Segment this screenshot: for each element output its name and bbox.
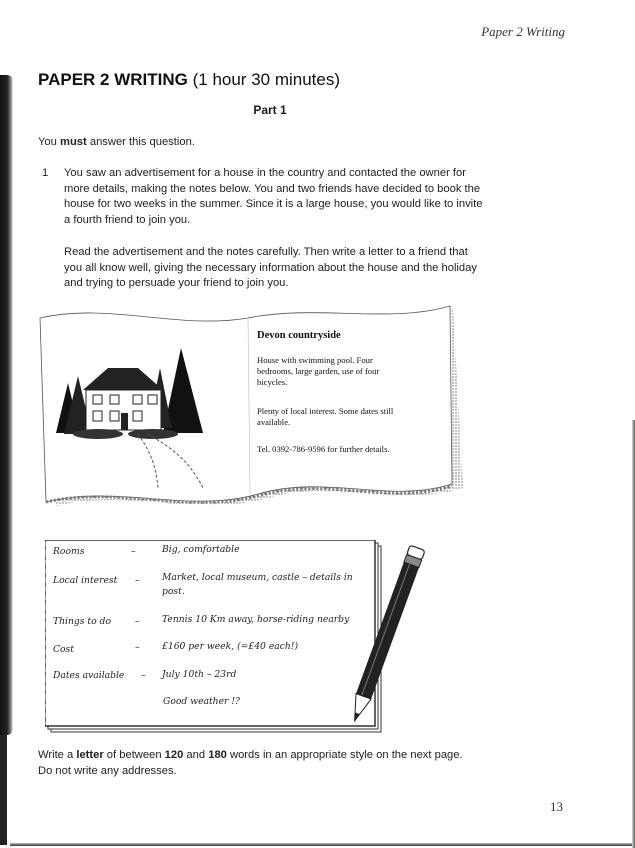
advert-title: Devon countryside [257, 330, 341, 341]
note-dash-local-interest: – [135, 575, 140, 586]
advert-paragraph-2: Plenty of local interest. Some dates still available. [257, 406, 394, 427]
advertisement [38, 298, 466, 520]
paper-title-duration: (1 hour 30 minutes) [192, 70, 341, 89]
instruction-pre: You [38, 136, 60, 148]
advert-paragraph-1: House with swimming pool. Four bedrooms, large garden, use of four bicycles. [257, 355, 380, 387]
binding-shadow-lower [0, 735, 7, 845]
note-value-local-interest-2: post. [162, 586, 185, 597]
paper-title [38, 70, 340, 90]
note-label-dates: Dates available [53, 670, 125, 681]
task-instruction-line-1: Write a letter of between 120 and 180 words in an appropriate style on the next page. [38, 749, 463, 761]
note-dash-things-to-do: – [135, 616, 140, 627]
note-dash-cost: – [135, 642, 140, 653]
page-number: 13 [550, 799, 563, 814]
question-number: 1 [42, 167, 49, 179]
instruction-post: answer this question. [86, 136, 195, 148]
part-title: Part 1 [253, 103, 287, 117]
note-value-dates: July 10th – 23rd [162, 669, 237, 680]
pencil-icon [348, 535, 428, 735]
notes-card [45, 540, 385, 735]
note-dash-dates: – [141, 670, 146, 681]
note-value-rooms: Big, comfortable [162, 544, 240, 555]
instruction-bold: must [60, 136, 87, 148]
running-header: Paper 2 Writing [481, 24, 565, 39]
binding-shadow [0, 75, 13, 735]
note-extra-weather: Good weather !? [163, 696, 240, 707]
note-value-things-to-do: Tennis 10 Km away, horse-riding nearby [162, 614, 350, 625]
note-label-rooms: Rooms [53, 546, 85, 557]
page-bottom-edge [10, 843, 632, 846]
note-label-local-interest: Local interest [53, 575, 118, 586]
note-dash-rooms: – [131, 546, 136, 557]
paper-title-bold: PAPER 2 WRITING [38, 70, 188, 89]
advert-paragraph-3: Tel. 0392-786-9596 for further details. [257, 444, 390, 454]
note-value-local-interest: Market, local museum, castle – details in [162, 572, 353, 583]
question-paragraph-1: You saw an advertisement for a house in the country and contacted the owner for more details, making the notes below. You and two friends have decided to book the house for two weeks in the summer. Since it is a large house, you would like to invite a fourth friend to join you. [64, 167, 483, 226]
question-paragraph-2: Read the advertisement and the notes carefully. Then write a letter to a friend that you all know well, giving the necessary information about the house and the holiday and trying to persuade your friend to join you. [64, 246, 477, 289]
task-instruction [38, 748, 538, 779]
task-instruction-line-2: Do not write any addresses. [38, 764, 177, 777]
note-label-things-to-do: Things to do [53, 616, 111, 627]
note-label-cost: Cost [53, 644, 74, 655]
note-value-cost: £160 per week, (=£40 each!) [162, 641, 299, 652]
instruction [38, 135, 195, 151]
